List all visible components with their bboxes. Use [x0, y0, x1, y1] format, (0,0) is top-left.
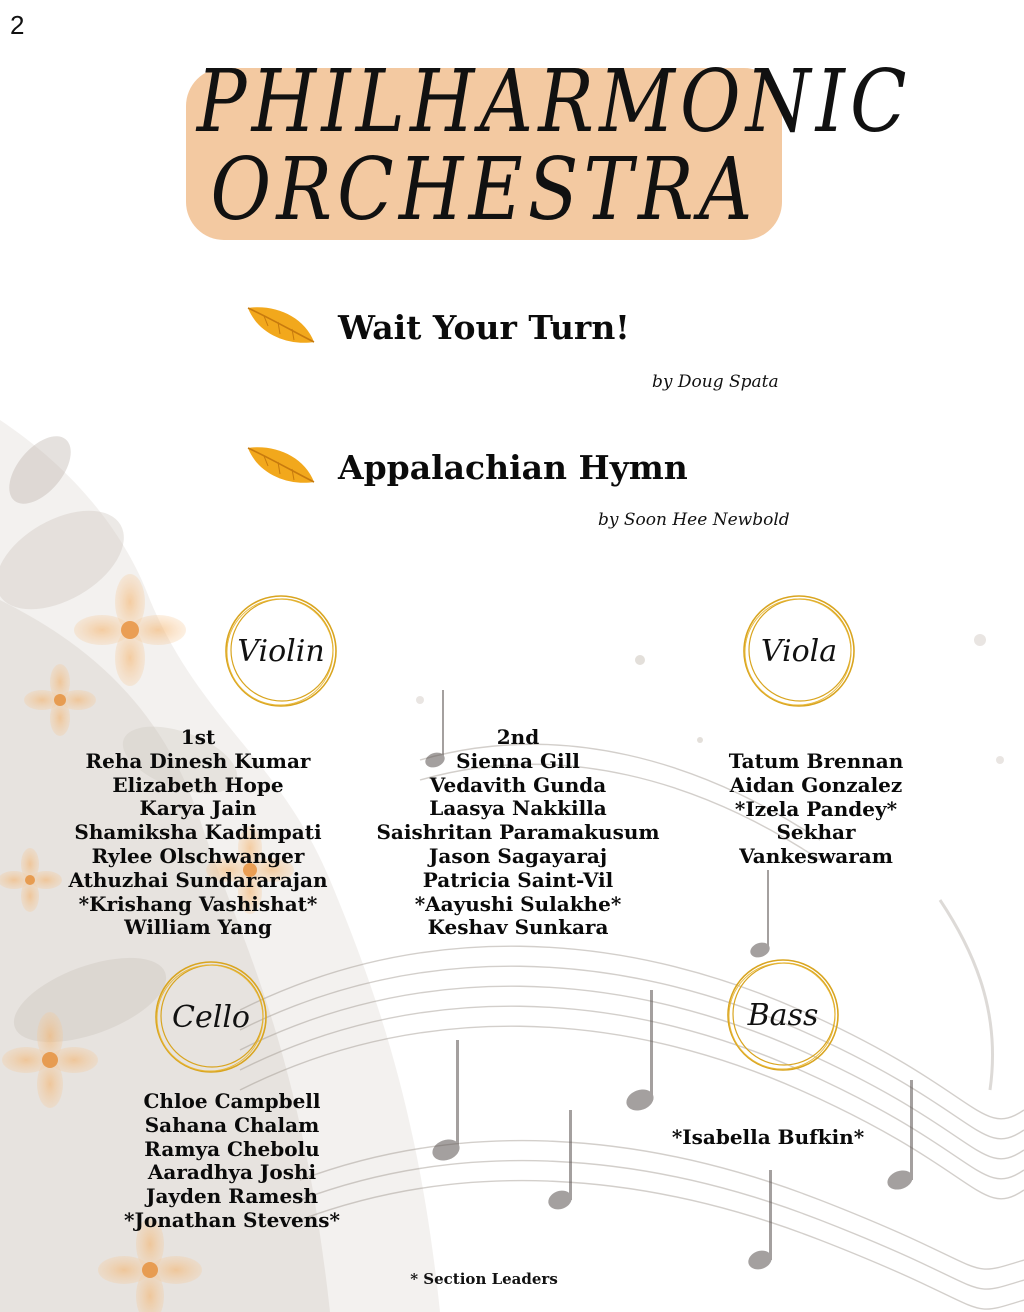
viola-section-badge	[740, 592, 858, 710]
roster-name: Aaradhya Joshi	[147, 1160, 317, 1185]
roster-name: Rylee Olschwanger	[91, 843, 305, 868]
piece-composer: by Soon Hee Newbold	[598, 510, 790, 530]
autumn-leaf-icon	[244, 302, 318, 348]
violin-section-badge	[222, 592, 340, 710]
piece-title: Appalachian Hymn	[338, 448, 688, 487]
roster-name: Shamiksha Kadimpati	[74, 820, 322, 845]
roster-name: Jason Sagayaraj	[428, 843, 608, 868]
roster-name: Vankeswaram	[739, 844, 893, 869]
page-title	[196, 52, 912, 240]
roster-name: Patricia Saint-Vil	[422, 867, 614, 892]
roster-name: Sekhar	[776, 820, 856, 845]
section-label: Violin	[237, 633, 325, 669]
roster-name: Elizabeth Hope	[112, 772, 284, 797]
bass-section-badge	[724, 956, 842, 1074]
roster-name: Ramya Chebolu	[144, 1136, 320, 1161]
section-label: Bass	[747, 997, 819, 1033]
violin-2nd-roster	[346, 726, 690, 940]
roster-name: Saishritan Paramakusum	[376, 820, 660, 845]
piece-composer: by Doug Spata	[652, 372, 779, 392]
roster-name: Sienna Gill	[456, 748, 580, 773]
roster-name: Aidan Gonzalez	[729, 772, 903, 797]
roster-name: Chloe Campbell	[143, 1089, 321, 1113]
viola-roster	[700, 750, 932, 869]
roster-name: Vedavith Gunda	[429, 772, 607, 797]
roster-name: Reha Dinesh Kumar	[85, 748, 311, 773]
roster-heading: 1st	[180, 725, 216, 749]
autumn-leaf-icon	[244, 442, 318, 488]
roster-name: *Aayushi Sulakhe*	[414, 891, 622, 916]
roster-name: Karya Jain	[139, 796, 257, 821]
roster-heading: 2nd	[496, 725, 540, 749]
roster-name: Athuzhai Sundararajan	[68, 867, 328, 892]
piece-title: Wait Your Turn!	[338, 308, 630, 347]
cello-section-badge	[152, 958, 270, 1076]
roster-name: *Jonathan Stevens*	[123, 1207, 340, 1232]
roster-name: Jayden Ramesh	[146, 1184, 318, 1209]
cello-roster	[106, 1090, 358, 1233]
page-number: 2	[10, 10, 25, 40]
roster-name: Sahana Chalam	[144, 1112, 320, 1137]
bass-roster	[650, 1126, 886, 1150]
title-line-2: ORCHESTRA	[210, 140, 758, 240]
roster-name: Keshav Sunkara	[427, 915, 609, 940]
section-label: Cello	[172, 999, 250, 1035]
roster-name: Laasya Nakkilla	[429, 796, 607, 821]
roster-name: *Isabella Bufkin*	[671, 1125, 865, 1149]
violin-1st-roster	[40, 726, 356, 940]
section-label: Viola	[760, 633, 838, 669]
roster-name: William Yang	[124, 915, 272, 940]
title-line-1: PHILHARMONIC	[196, 52, 912, 152]
roster-name: *Krishang Vashishat*	[78, 891, 318, 916]
section-leaders-footnote: * Section Leaders	[410, 1270, 558, 1288]
roster-name: Tatum Brennan	[728, 749, 904, 773]
roster-name: *Izela Pandey*	[734, 796, 898, 821]
